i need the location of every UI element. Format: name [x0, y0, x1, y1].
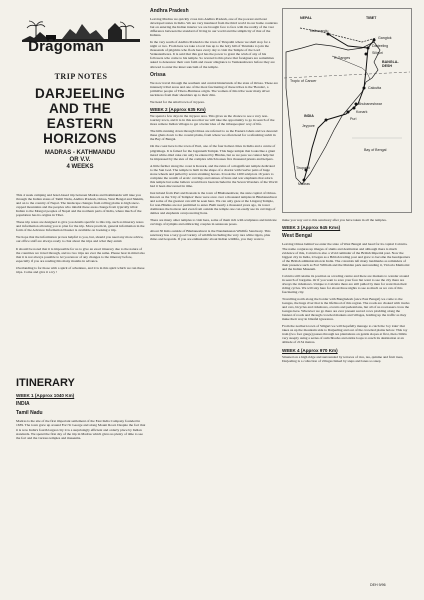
region-heading: Orissa	[150, 71, 166, 78]
region-paragraph: We now travel through the southern and central hinterlands of the state of Orissa. These are intensely tribal areas and one of the most fascinating of these tribes is the 'Bondas', a primitive people of Tibeto-Burmese origin. The women of this tribe wear many silver necklaces from their shoulders up to their chin.	[150, 80, 278, 97]
trip-subtitle	[10, 150, 150, 172]
map-label: Calcutta	[368, 86, 382, 90]
region-paragraph: Madras is the site of the first important settlement of the East India Company founded in 1639. The town grew up around Fort St George and along Mount Road. Despite the fact that it is now India's fourth largest city it is a surprisingly efficient and orderly place by Indian standards. We spend the first day of the trip in Madras which gives us plenty of time to see the fort and the various temples and museums.	[16, 419, 146, 440]
intro-paragraph: This 4 week camping and hotel-based trip between Madras and Kathmandu will take you through the Indian states of Tamil Nadu, Andhra Pradesh, Orissa, West Bengal and Sikkim, and on to the country of Nepal. The landscape changes from rolling plains to high snow-capped mountains and the peoples who inhabit these areas change from typically tribal Indian to the Mongol peoples of Nepal and the northern parts of India, where much of the population has its origins in Tibet.	[16, 193, 144, 218]
map-label: Madras	[298, 182, 310, 186]
week-paragraph: A little further along the coast is Konark, and the ruins of a magnificent temple dedicated to the Sun God. The temple is built in the shape of a chariot with twelve pairs of huge stone wheels and pulled by seven straining horses. It took the 1200 sculptors 16 years to complete the wealth of erotic carvings and statues of lions and war elephants that adorn this temple but some believe would have been included in the Seven Wonders of the World had it been discovered in time.	[150, 163, 278, 188]
map-label: TIBET	[366, 16, 377, 20]
map-label: R.Ganges	[334, 56, 351, 60]
region-paragraph: From the northern town of Siliguri we will hopefully manage to catch the 'toy train' that takes us up the mountain side to Darjeeling and out of the crowded plains below. This toy train (two foot gauge) passes through tea plantations on gentle slopes at first, then climbs very steeply using a series of switchbacks and entire loops to reach its destination at an altitude of 2134 metres.	[282, 324, 408, 345]
region-paragraph: Travelling north along the border with Bangladesh (once East Bengal) we come to the Ganges, the huge river that is the lifeblood of this region. The roads are choked with trucks and cars, bicycles and rickshaws, oxcarts and pedestrians, but all of us road-users cross the Ganges here. Wherever we go there are ever present sacred cows plodding along the busiest of roads and through crowded markets and villages, holding up the traffic as they make their way in blissful ignorance.	[282, 297, 410, 322]
map-label: INDIA	[304, 114, 314, 118]
map-label: Darjeeling	[372, 44, 389, 48]
map-label: NEPAL	[300, 16, 312, 20]
subtitle-line: OR V.V.	[69, 157, 91, 164]
column-three	[282, 218, 410, 366]
region-heading: Andhra Pradesh	[150, 8, 189, 14]
week-paragraph: We spend a few days in the Jeypore area. This gives us the chance to see a very non-touristy town, and it is in this area that we will take the opportunity to go in search of the more remote Indian villages to get a better idea of the tribespeoples' way of life.	[150, 114, 275, 127]
region-paragraph: We head for the small town of Jeypore.	[150, 99, 205, 104]
week-paragraph: The hills running down through Orissa are referred to as the Eastern Ghats and we descend these ghats down to the coastal plains, from where we often head for a refreshing swim in the Bay of Bengal.	[150, 129, 278, 142]
region-paragraph: Leaving Madras we quickly cross into Andhra Pradesh, one of the poorest and least developed states in India. We are very insulated from the third world in our home countries but on entering the Indian interior we are brought face to face with the reality of the vast difference between the standard of living in our world and the simplicity of that of the Indians.	[150, 17, 278, 38]
title-line: HORIZONS	[43, 131, 117, 146]
week-heading: WEEK 4 (Approx 970 Km)	[282, 347, 338, 353]
title-line: AND THE	[48, 101, 112, 116]
trip-notes-label: TRIP NOTES	[54, 72, 108, 81]
region-paragraph: In the very south of Andhra Pradesh is the town of Tirupathi where we shall stop for a night or two. From here we take a local bus up to the holy hill of Tirumala to join the thousands of pilgrims who flock here every day to visit the Temple of the Lord Venkateshwara. It is said that this god has the power to grant the wish of any of his followers who come to his temple. So revered is this place that foreigners are sometimes asked to denounce their own faith and swear allegiance to Venkateshwara before they are allowed to enter the inner sanctum of the temple.	[150, 40, 275, 69]
country-heading: INDIA	[16, 401, 30, 408]
title-line: DARJEELING	[34, 86, 125, 101]
intro-paragraph: Overlanding is for those with a spirit of adventure, and it is in this spirit which we run these trips. Come and give it a try !	[16, 265, 145, 274]
map-label: Siliguri	[372, 51, 383, 55]
week-heading: WEEK 3 (Approx 945 Kms)	[282, 225, 341, 231]
title-line: EASTERN	[46, 116, 114, 131]
intro-paragraph: We hope that the information proves helpful to you, but, should you need any more advice, our office staff are always ready to chat about the trips and what they entail.	[16, 235, 144, 244]
itinerary-section	[16, 376, 146, 443]
itinerary-heading: ITINERARY	[16, 377, 75, 389]
week-paragraph: On the coast here is the town of Puri, one of the four holiest cities in India and a centre of pilgrimage. It is famed for the Jagannath Temple. This huge temple that looks like a giant tiered white-tiled cake can only be entered by Hindus, but as we pass we cannot help but be impressed by the size of the complex which houses five thousand priests and helpers.	[150, 144, 276, 161]
trip-title	[10, 86, 150, 146]
continued-paragraph: make you way out to this sanctuary after you have taken in all the temples.	[282, 218, 387, 222]
map-label: Jeypore	[302, 124, 315, 128]
region-heading: West Bengal	[282, 233, 312, 240]
map-label: Tirupathi	[296, 166, 310, 170]
map-label: Bay of Bengal	[364, 148, 387, 152]
subtitle-line: MADRAS - KATHMANDU	[44, 150, 116, 156]
map-label: Gangtok	[378, 36, 392, 40]
map-label: Konark	[356, 110, 368, 114]
week-paragraph: There are many other temples to visit here, some of them rich with sculptures and intricate carvings of nymphs and embracing couples in sensuous poses.	[150, 218, 277, 227]
region-heading: Tamil Nadu	[16, 410, 43, 417]
map-label: Kathmandu	[310, 29, 329, 33]
region-paragraph: Leaving Orissa behind we enter the state of West Bengal and head for its capital Calcutta. The name conjures up images of slums and destitution and although there is much evidence of this, Calcutta is also a vivid reminder of the British Imperial past. Now the biggest city in India, it began as a British trading post and grew to become the headquarters of the British administration in India. The colonials left many landmarks as reminders of their presence such as Fort William and the Maidan park surrounding it, Victoria Memorial and the Indian Museum.	[282, 242, 411, 271]
column-two	[150, 8, 278, 244]
intro-section	[16, 193, 146, 277]
brand-name: Dragoman	[28, 38, 104, 55]
intro-paragraph: It should be noted that it is impossible for us to give an exact itinerary due to the nature of the countries we travel through, and no two trips are ever the same. Please bear in mind also that it is not always possible to let you know of any changes to the itinerary before, especially if you are reading this many months in advance.	[16, 246, 145, 263]
map-label: Puri	[350, 117, 357, 121]
subtitle-line: 4 WEEKS	[66, 164, 94, 171]
week-heading: WEEK 1 (Approx 1040 Km)	[16, 393, 75, 398]
map-label: BANGLA- DESH	[382, 60, 399, 68]
region-paragraph: Calcutta still retains its position as a trading centre and there are markets to wander around in search of bargains. Or if you want to save your face but want to see the city there are always the rickshaws. Unique to Calcutta there are still pulled by men for want than their riding cycles. We will stay here for about three nights to see as much as we can of this fascinating city.	[282, 273, 410, 294]
week-paragraph: About 30 Kms outside of Bhubaneshwar is the Nandankanan Wildlife Sanctuary. This sanctuary has a very good variety of wildlife including the very rare white tigers, plus rhino and leopards. If you are enthusiastic about Indian wildlife, you may want to	[150, 229, 271, 242]
dragoman-logo-illustration	[16, 8, 146, 64]
intro-paragraph: These trip notes are designed to give you details specific to this trip, such as itinerary notes and information allowing you to plan for the trip. More practical, general information in the form of the Advance Information Dossier is available on booking a trip.	[16, 220, 145, 233]
document-code: DEH 9/96	[370, 583, 386, 587]
map-label: Bhubaneshwar	[358, 102, 382, 106]
map-label: Tropic of Cancer	[290, 79, 317, 83]
week-heading: WEEK 2 (Approx 635 Km)	[150, 106, 206, 112]
week-paragraph: Situated on a high ridge and surrounded by terraces of rice, tea, quinine and fruit trees, Darjeeling is a collection of villages linked by steps and lanes so steep	[282, 354, 404, 363]
week-paragraph: Just inland from Puri and Konark is the town of Bhubaneshwar, the state capital of Orissa. Known as the 'City of Temples' there were once over a thousand temples in Bhubaneshwar and some of the greatest can still be seen here. We can only gaze at the Lingaraj Temple, for non-Hindus are not permitted to enter. Built nearly a thousand years ago, its tower dominates the horizon and even from outside the temple one can easily see its carvings of deities and elephants overpowering lions.	[150, 190, 277, 216]
